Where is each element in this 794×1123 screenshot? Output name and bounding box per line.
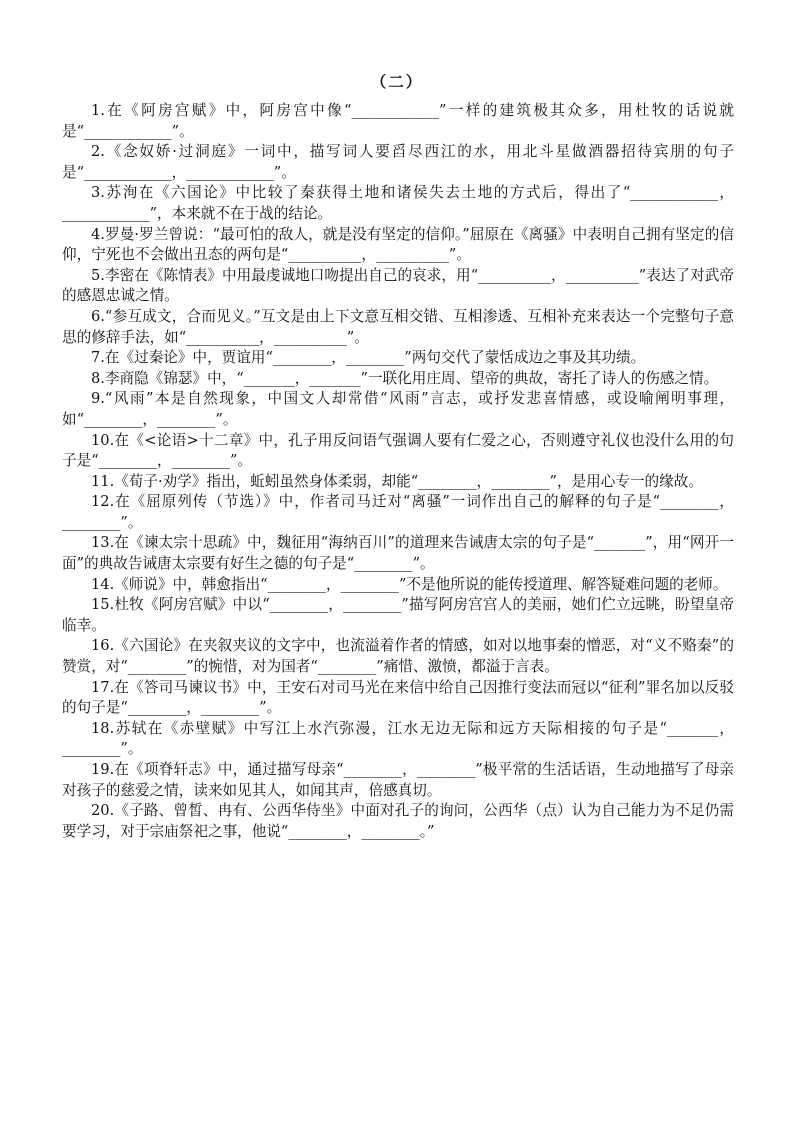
question-list bbox=[62, 101, 734, 842]
question-item: 12.在《屈原列传（节选）》中，作者司马迁对“离骚”一词作出自己的解释的句子是“________，________”。 bbox=[62, 493, 734, 531]
question-item: 1.在《阿房宫赋》中，阿房宫中像“____________”一样的建筑极其众多，用杜牧的话说就是“____________”。 bbox=[62, 102, 734, 140]
question-item: 20.《子路、曾皙、冉有、公西华侍坐》中面对孔子的询问，公西华（点）认为自己能力为不足仍需要学习，对于宗庙祭祀之事，他说“________，________。” bbox=[62, 802, 734, 840]
question-item: 4.罗曼·罗兰曾说：“最可怕的敌人，就是没有坚定的信仰。”屈原在《离骚》中表明自己拥有坚定的信仰，宁死也不会做出丑态的两句是“__________，__________”。 bbox=[62, 225, 734, 264]
question-item: 11.《荀子·劝学》指出，蚯蚓虽然身体柔弱，却能“________，________”，是用心专一的缘故。 bbox=[91, 472, 703, 490]
question-item: 16.《六国论》在夹叙夹议的文字中，也流溢着作者的情感，如对以地事秦的憎恶，对“义不赂秦”的赞赏，对“________”的惋惜，对为国者“________”痛惜、激愤，都溢于言表。 bbox=[62, 637, 734, 676]
question-item: 6.“参互成文，合而见义。”互文是由上下文意互相交错、互相渗透、互相补充来表达一个完整句子意思的修辞手法，如“__________，__________”。 bbox=[62, 307, 734, 346]
question-item: 19.在《项脊轩志》中，通过描写母亲“________，________”极平常的生活话语，生动地描写了母亲对孩子的慈爱之情，读来如见其人，如闻其声，倍感真切。 bbox=[62, 761, 734, 799]
question-item: 7.在《过秦论》中，贾谊用“________，________”两句交代了蒙恬成边之事及其功绩。 bbox=[91, 349, 646, 367]
question-item: 3.苏洵在《六国论》中比较了秦获得土地和诸侯失去土地的方式后，得出了“____________，____________”，本来就不在于战的结论。 bbox=[62, 184, 734, 222]
question-item: 14.《师说》中，韩愈指出“________，________”不是他所说的能传授道理、解答疑难问题的老师。 bbox=[91, 575, 728, 593]
question-item: 9.“风雨”本是自然现象，中国文人却常借“风雨”言志，或抒发悲喜情感，或设喻阐明事理，如“________，________”。 bbox=[62, 390, 734, 428]
question-item: 5.李密在《陈情表》中用最虔诚地口吻提出自己的哀求，用“__________，__________”表达了对武帝的感恩忠诚之情。 bbox=[62, 266, 734, 305]
question-item: 2.《念奴娇·过洞庭》一词中，描写词人要舀尽西江的水，用北斗星做酒器招待宾朋的句子是“____________，____________”。 bbox=[62, 143, 734, 181]
section-title: （二） bbox=[370, 72, 424, 91]
question-item: 8.李商隐《锦瑟》中，“_______，_______”一联化用庄周、望帝的典故，寄托了诗人的伤感之情。 bbox=[91, 369, 719, 387]
question-item: 13.在《谏太宗十思疏》中，魏征用“海纳百川”的道理来告诫唐太宗的句子是“_______”，用“网开一面”的典故告诫唐太宗要有好生之德的句子是“________”。 bbox=[62, 534, 734, 573]
question-item: 18.苏轼在《赤壁赋》中写江上水汽弥漫，江水无边无际和远方天际相接的句子是“_______，________”。 bbox=[62, 719, 734, 758]
question-item: 17.在《答司马谏议书》中，王安石对司马光在来信中给自己因推行变法而冠以“征利”罪名加以反驳的句子是“________，________”。 bbox=[62, 678, 734, 717]
question-item: 15.杜牧《阿房宫赋》中以“________，________”描写阿房宫宫人的美丽，她们伫立远眺，盼望皇帝临幸。 bbox=[62, 596, 734, 634]
question-item: 10.在《<论语>十二章》中，孔子用反问语气强调人要有仁爱之心，否则遵守礼仪也没什么用的句子是“________，________”。 bbox=[62, 431, 734, 470]
